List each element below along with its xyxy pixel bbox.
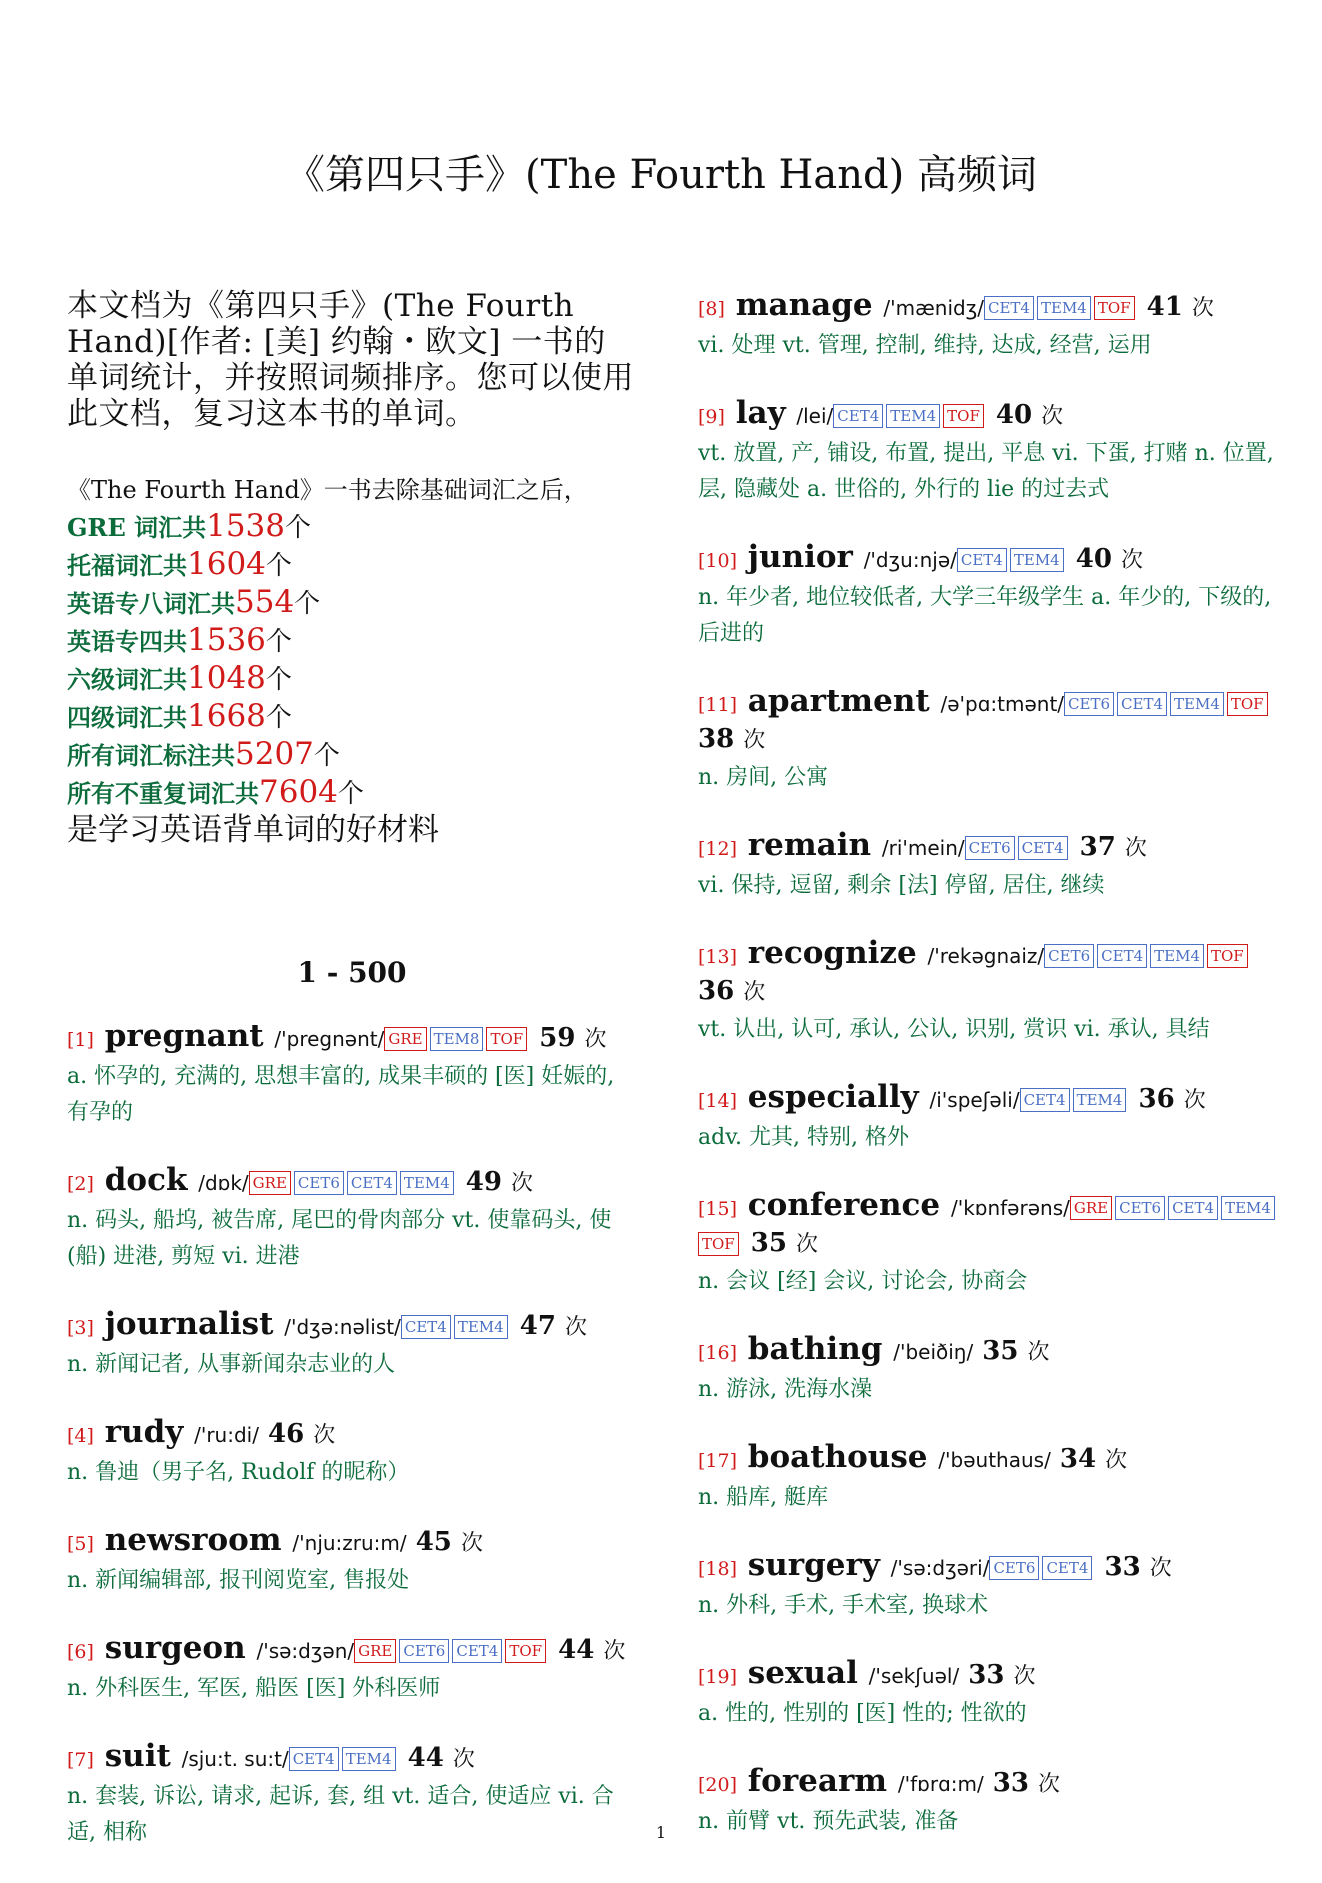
stat-number: 554 <box>235 584 295 620</box>
exam-tag: CET4 <box>957 548 1007 572</box>
entry-index: [17] <box>698 1450 738 1472</box>
exam-tag: GRE <box>249 1171 291 1195</box>
stat-label: 托福词汇共 <box>67 551 187 580</box>
entry-count: 59 <box>530 1023 585 1053</box>
count-suffix: 次 <box>584 1027 607 1052</box>
entry-phonetic: /'mænidʒ/ <box>883 296 984 320</box>
entry-count: 46 <box>258 1419 314 1449</box>
stat-number: 1536 <box>187 622 266 658</box>
exam-tag: TEM4 <box>1170 692 1224 716</box>
entry-phonetic: /'dʒu:njə/ <box>863 548 957 572</box>
entry-head <box>698 1188 1278 1262</box>
entry-index: [7] <box>67 1749 94 1771</box>
entry-word: dock <box>93 1162 199 1198</box>
count-suffix: 次 <box>1041 404 1064 429</box>
entry-head <box>67 1307 637 1345</box>
exam-tag: TEM4 <box>886 404 940 428</box>
stat-label: 英语专四共 <box>67 627 187 656</box>
count-suffix: 次 <box>511 1171 534 1196</box>
entry-word: suit <box>93 1738 182 1774</box>
entry-count: 49 <box>456 1167 512 1197</box>
exam-tag: TOF <box>505 1639 546 1663</box>
entry-definition: vi. 处理 vt. 管理, 控制, 维持, 达成, 经营, 运用 <box>698 333 1152 358</box>
entry-word: remain <box>737 827 882 863</box>
entry-word: lay <box>724 395 797 431</box>
entry-definition: n. 外科医生, 军医, 船医 [医] 外科医师 <box>67 1676 441 1701</box>
entry-index: [13] <box>698 946 738 968</box>
stat-line <box>67 508 637 546</box>
exam-tag: CET4 <box>1117 692 1167 716</box>
entry-head <box>698 1764 1278 1802</box>
entry-word: bathing <box>737 1331 894 1367</box>
stat-line <box>67 736 637 774</box>
entry-definition: n. 新闻记者, 从事新闻杂志业的人 <box>67 1352 396 1377</box>
entry-phonetic: /lei/ <box>796 404 834 428</box>
entry-index: [15] <box>698 1198 738 1220</box>
exam-tag: TEM4 <box>1010 548 1064 572</box>
entry-head <box>698 288 1278 326</box>
entry-phonetic: /'sekʃuəl/ <box>868 1664 960 1688</box>
entry-count: 44 <box>549 1635 604 1665</box>
count-suffix: 次 <box>743 728 766 753</box>
entry-head <box>67 1415 637 1453</box>
entry-word: recognize <box>737 935 928 971</box>
stat-label: 六级词汇共 <box>67 665 187 694</box>
entry-head <box>698 1332 1278 1370</box>
stat-unit: 个 <box>265 627 292 657</box>
entry-word: forearm <box>737 1763 898 1799</box>
entry-word: conference <box>737 1187 951 1223</box>
word-entry <box>67 1415 637 1491</box>
entry-index: [12] <box>698 838 738 860</box>
entry-index: [3] <box>67 1317 94 1339</box>
entry-count: 35 <box>741 1228 797 1258</box>
word-entry <box>698 396 1278 508</box>
word-entry <box>698 540 1278 652</box>
entry-phonetic: /'fɒrɑ:m/ <box>897 1772 984 1796</box>
word-entry <box>698 1548 1278 1624</box>
exam-tag: TOF <box>943 404 984 428</box>
entry-count: 37 <box>1070 832 1125 862</box>
exam-tag: TEM4 <box>400 1171 454 1195</box>
stat-number: 1604 <box>187 546 266 582</box>
stat-label: 所有词汇标注共 <box>67 741 235 770</box>
exam-tag: CET4 <box>1097 944 1147 968</box>
word-list-right <box>698 288 1278 1840</box>
entry-definition: n. 房间, 公寓 <box>698 765 829 790</box>
count-suffix: 次 <box>1124 836 1147 861</box>
word-entry <box>698 1188 1278 1300</box>
stat-number: 1538 <box>206 508 285 544</box>
exam-tag: TOF <box>698 1232 739 1256</box>
entry-phonetic: /'sə:dʒən/ <box>256 1639 355 1663</box>
exam-tag: TEM4 <box>342 1747 396 1771</box>
entry-head <box>67 1019 637 1057</box>
entry-definition: n. 鲁迪（男子名, Rudolf 的昵称） <box>67 1460 410 1485</box>
count-suffix: 次 <box>452 1747 475 1772</box>
entry-head <box>698 1080 1278 1118</box>
entry-definition: n. 码头, 船坞, 被告席, 尾巴的骨肉部分 vt. 使靠码头, 使 (船) 进港, 剪短 vi. 进港 <box>67 1208 612 1269</box>
stat-number: 5207 <box>235 736 314 772</box>
stat-line <box>67 546 637 584</box>
word-entry <box>698 828 1278 904</box>
entry-definition: a. 性的, 性别的 [医] 性的; 性欲的 <box>698 1701 1027 1726</box>
entry-definition: n. 年少者, 地位较低者, 大学三年级学生 a. 年少的, 下级的, 后进的 <box>698 585 1272 646</box>
entry-index: [9] <box>698 406 725 428</box>
entry-word: pregnant <box>93 1018 275 1054</box>
entry-word: manage <box>724 287 884 323</box>
entry-head <box>698 540 1278 578</box>
entry-definition: vi. 保持, 逗留, 剩余 [法] 停留, 居住, 继续 <box>698 873 1105 898</box>
word-entry <box>67 1019 637 1131</box>
entry-definition: n. 前臂 vt. 预先武装, 准备 <box>698 1809 959 1834</box>
entry-index: [1] <box>67 1029 94 1051</box>
word-entry <box>698 1332 1278 1408</box>
entry-count: 34 <box>1050 1444 1106 1474</box>
entry-definition: n. 会议 [经] 会议, 讨论会, 协商会 <box>698 1269 1028 1294</box>
stat-line <box>67 584 637 622</box>
word-entry <box>67 1631 637 1707</box>
count-suffix: 次 <box>1038 1772 1061 1797</box>
stat-label: 英语专八词汇共 <box>67 589 235 618</box>
stat-label: GRE 词汇共 <box>67 513 207 542</box>
entry-index: [18] <box>698 1558 738 1580</box>
entry-phonetic: /i'speʃəli/ <box>929 1088 1020 1112</box>
stat-number: 7604 <box>259 774 338 810</box>
entry-phonetic: /'pregnənt/ <box>274 1027 385 1051</box>
exam-tag: TEM4 <box>1037 296 1091 320</box>
count-suffix: 次 <box>313 1423 336 1448</box>
entry-head <box>698 936 1278 1010</box>
stat-unit: 个 <box>265 665 292 695</box>
stats-list <box>67 508 637 812</box>
entry-phonetic: /'bəuthaus/ <box>938 1448 1051 1472</box>
entry-word: rudy <box>93 1414 195 1450</box>
exam-tag: CET4 <box>984 296 1034 320</box>
entry-phonetic: /ri'mein/ <box>881 836 965 860</box>
exam-tag: TEM8 <box>430 1027 484 1051</box>
count-suffix: 次 <box>460 1531 483 1556</box>
entry-head <box>698 1548 1278 1586</box>
entry-definition: n. 新闻编辑部, 报刊阅览室, 售报处 <box>67 1568 410 1593</box>
entry-count: 40 <box>986 400 1042 430</box>
exam-tag: TEM4 <box>1150 944 1204 968</box>
stat-line <box>67 698 637 736</box>
entry-definition: a. 怀孕的, 充满的, 思想丰富的, 成果丰硕的 [医] 妊娠的, 有孕的 <box>67 1064 615 1125</box>
entry-count: 41 <box>1137 292 1192 322</box>
exam-tag: TOF <box>1207 944 1248 968</box>
word-entry <box>698 1656 1278 1732</box>
entry-index: [16] <box>698 1342 738 1364</box>
count-suffix: 次 <box>743 980 766 1005</box>
stat-line <box>67 622 637 660</box>
exam-tag: CET4 <box>452 1639 502 1663</box>
entry-head <box>67 1163 637 1201</box>
entry-count: 33 <box>1095 1552 1150 1582</box>
entry-word: newsroom <box>93 1522 293 1558</box>
entry-index: [11] <box>698 694 738 716</box>
word-entry <box>67 1523 637 1599</box>
entry-head <box>698 396 1278 434</box>
exam-tag: CET6 <box>965 836 1015 860</box>
count-suffix: 次 <box>565 1315 588 1340</box>
exam-tag: CET4 <box>1018 836 1068 860</box>
entry-word: boathouse <box>737 1439 939 1475</box>
word-entry <box>67 1163 637 1275</box>
stat-line <box>67 774 637 812</box>
entry-definition: n. 船库, 艇库 <box>698 1485 829 1510</box>
entry-index: [19] <box>698 1666 738 1688</box>
entry-definition: n. 游泳, 洗海水澡 <box>698 1377 873 1402</box>
entry-index: [10] <box>698 550 738 572</box>
entry-definition: adv. 尤其, 特别, 格外 <box>698 1125 909 1150</box>
exam-tag: CET6 <box>294 1171 344 1195</box>
entry-word: journalist <box>93 1306 285 1342</box>
entry-phonetic: /'kɒnfərəns/ <box>950 1196 1070 1220</box>
stat-unit: 个 <box>265 703 292 733</box>
exam-tag: TOF <box>1227 692 1268 716</box>
word-entry <box>698 1440 1278 1516</box>
entry-phonetic: /'beiðiŋ/ <box>893 1340 974 1364</box>
stat-unit: 个 <box>337 779 364 809</box>
exam-tag: TEM4 <box>1073 1088 1127 1112</box>
entry-word: junior <box>737 539 864 575</box>
entry-index: [8] <box>698 298 725 320</box>
entry-count: 40 <box>1066 544 1122 574</box>
count-suffix: 次 <box>1013 1664 1036 1689</box>
exam-tag: GRE <box>354 1639 396 1663</box>
stat-unit: 个 <box>265 551 292 581</box>
entry-phonetic: /'rekəgnaiz/ <box>927 944 1045 968</box>
exam-tag: CET4 <box>1020 1088 1070 1112</box>
exam-tag: GRE <box>384 1027 426 1051</box>
entry-index: [20] <box>698 1774 738 1796</box>
entry-phonetic: /'sə:dʒəri/ <box>890 1556 990 1580</box>
stat-unit: 个 <box>285 513 312 543</box>
entry-index: [5] <box>67 1533 94 1555</box>
stat-line <box>67 660 637 698</box>
entry-definition: n. 套装, 诉讼, 请求, 起诉, 套, 组 vt. 适合, 使适应 vi. 合适, 相称 <box>67 1784 614 1845</box>
entry-count: 38 <box>698 724 744 754</box>
entry-word: apartment <box>737 683 941 719</box>
entry-phonetic: /sju:t. su:t/ <box>181 1747 289 1771</box>
count-suffix: 次 <box>1121 548 1144 573</box>
stats-closing: 是学习英语背单词的好材料 <box>67 812 439 848</box>
entry-count: 45 <box>406 1527 461 1557</box>
entry-count: 33 <box>959 1660 1014 1690</box>
stat-number: 1668 <box>187 698 266 734</box>
exam-tag: CET4 <box>347 1171 397 1195</box>
entry-head <box>67 1631 637 1669</box>
entry-count: 33 <box>983 1768 1039 1798</box>
exam-tag: TEM4 <box>1221 1196 1275 1220</box>
entry-word: surgeon <box>93 1630 257 1666</box>
word-entry <box>67 1307 637 1383</box>
exam-tag: GRE <box>1070 1196 1112 1220</box>
entry-count: 35 <box>973 1336 1028 1366</box>
exam-tag: CET4 <box>1168 1196 1218 1220</box>
count-suffix: 次 <box>1105 1448 1128 1473</box>
stat-number: 1048 <box>187 660 266 696</box>
stat-label: 所有不重复词汇共 <box>67 779 259 808</box>
exam-tag: CET4 <box>289 1747 339 1771</box>
stats-block <box>67 472 637 848</box>
entry-definition: vt. 认出, 认可, 承认, 公认, 识别, 赏识 vi. 承认, 具结 <box>698 1017 1210 1042</box>
entry-head <box>67 1739 637 1777</box>
exam-tag: CET4 <box>1042 1556 1092 1580</box>
stat-unit: 个 <box>313 741 340 771</box>
exam-tag: CET4 <box>401 1315 451 1339</box>
exam-tag: CET6 <box>1044 944 1094 968</box>
exam-tag: TEM4 <box>454 1315 508 1339</box>
entry-phonetic: /dɒk/ <box>198 1171 249 1195</box>
entry-definition: n. 外科, 手术, 手术室, 换球术 <box>698 1593 989 1618</box>
count-suffix: 次 <box>1183 1088 1206 1113</box>
exam-tag: TOF <box>486 1027 527 1051</box>
entry-phonetic: /'ru:di/ <box>194 1423 259 1447</box>
exam-tag: TOF <box>1094 296 1135 320</box>
count-suffix: 次 <box>1191 296 1214 321</box>
count-suffix: 次 <box>603 1639 626 1664</box>
word-entry <box>698 684 1278 796</box>
entry-head <box>67 1523 637 1561</box>
entry-word: sexual <box>737 1655 869 1691</box>
exam-tag: CET6 <box>399 1639 449 1663</box>
entry-phonetic: /'nju:zru:m/ <box>292 1531 407 1555</box>
stat-unit: 个 <box>294 589 321 619</box>
word-entry <box>698 288 1278 364</box>
word-entry <box>698 1080 1278 1156</box>
page-title: 《第四只手》(The Fourth Hand) 高频词 <box>285 152 1037 198</box>
entry-count: 36 <box>1129 1084 1184 1114</box>
exam-tag: CET6 <box>989 1556 1039 1580</box>
entry-head <box>698 684 1278 758</box>
entry-head <box>698 1440 1278 1478</box>
exam-tag: CET4 <box>833 404 883 428</box>
count-suffix: 次 <box>1149 1556 1172 1581</box>
right-column <box>698 288 1278 1872</box>
entry-index: [4] <box>67 1425 94 1447</box>
count-suffix: 次 <box>796 1232 819 1257</box>
entry-count: 44 <box>398 1743 453 1773</box>
word-entry <box>698 936 1278 1048</box>
entry-word: especially <box>737 1079 930 1115</box>
stat-label: 四级词汇共 <box>67 703 187 732</box>
count-suffix: 次 <box>1027 1340 1050 1365</box>
entry-head <box>698 828 1278 866</box>
entry-index: [2] <box>67 1173 94 1195</box>
entry-definition: vt. 放置, 产, 铺设, 布置, 提出, 平息 vi. 下蛋, 打赌 n. 位置, 层, 隐藏处 a. 世俗的, 外行的 lie 的过去式 <box>698 441 1274 502</box>
exam-tag: CET6 <box>1115 1196 1165 1220</box>
exam-tag: CET6 <box>1064 692 1114 716</box>
entry-count: 36 <box>698 976 744 1006</box>
intro-paragraph: 本文档为《第四只手》(The Fourth Hand)[作者: [美] 约翰・欧文] 一书的单词统计，并按照词频排序。您可以使用此文档，复习这本书的单词。 <box>67 288 634 432</box>
left-column <box>67 288 637 1883</box>
stats-intro: 《The Fourth Hand》一书去除基础词汇之后， <box>67 476 588 504</box>
entry-phonetic: /ə'pɑ:tmənt/ <box>940 692 1065 716</box>
entry-index: [6] <box>67 1641 94 1663</box>
entry-count: 47 <box>510 1311 565 1341</box>
range-heading: 1 - 500 <box>297 956 407 989</box>
page-number: 1 <box>655 1823 667 1842</box>
word-list-left <box>67 1019 637 1851</box>
entry-index: [14] <box>698 1090 738 1112</box>
entry-head <box>698 1656 1278 1694</box>
entry-phonetic: /'dʒə:nəlist/ <box>284 1315 401 1339</box>
entry-word: surgery <box>737 1547 891 1583</box>
